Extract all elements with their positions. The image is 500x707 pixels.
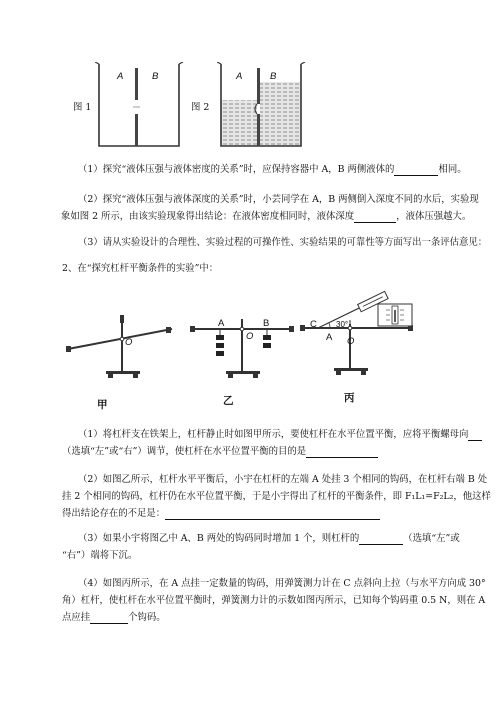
q2-item-3-line-1: （3）如果小宇将图乙中 A、B 两处的钩码同时增加 1 个，则杠杆的 （选填“左”或	[78, 533, 460, 544]
q2-title: 2、在“探究杠杆平衡条件的实验”中：	[62, 263, 219, 274]
figure-1-label: 图 1	[73, 102, 92, 113]
q1-item-2-line-2: 象如图 2 所示，由该实验现象得出结论：在液体密度相同时，液体深度 ，液体压强越大。	[61, 211, 472, 222]
figure-bing-caption: 丙	[344, 392, 355, 404]
lever-figure-yi	[188, 315, 298, 387]
q2-item-4-line-1: （4）如图丙所示，在 A 点挂一定数量的钩码，用弹簧测力计在 C 点斜向上拉（与水平方向成 30°	[78, 578, 486, 589]
figure-yi-caption: 乙	[223, 395, 234, 407]
label-a-bing: A	[326, 332, 333, 343]
q1-item-1: （1）探究“液体压强与液体密度的关系”时，应保持容器中 A，B 两侧液体的 相同。	[78, 164, 467, 175]
label-o-jia: O	[125, 337, 133, 348]
q2-blank-4[interactable]	[359, 534, 403, 545]
label-b-fig1: B	[152, 71, 159, 82]
q1-blank-1[interactable]	[394, 165, 438, 176]
label-30-bing: 30°	[336, 320, 349, 329]
q2-blank-1[interactable]	[468, 430, 482, 441]
q1-blank-2[interactable]	[354, 212, 396, 223]
label-b-yi: B	[263, 318, 270, 329]
label-b-fig2: B	[270, 71, 277, 82]
label-a-yi: A	[218, 318, 225, 329]
q2-blank-3[interactable]	[165, 509, 380, 520]
beaker-figure-1	[95, 62, 185, 150]
label-o-bing: O	[347, 336, 355, 347]
label-o-yi: O	[246, 331, 254, 342]
label-a-fig2: A	[236, 71, 243, 82]
label-c-bing: C	[310, 319, 317, 330]
figure-jia-caption: 甲	[97, 399, 108, 411]
q2-item-1-line-2: （选填“左”或“右”）调节，使杠杆在水平位置平衡的目的是	[62, 445, 378, 458]
figure-2-label: 图 2	[191, 102, 210, 113]
q2-item-2-line-3: 得出结论存在的不足是：	[62, 507, 380, 520]
q1-item-3: （3）请从实验设计的合理性、实验过程的可操作性、实验结果的可靠性等方面写出一条评估意见：	[78, 237, 488, 248]
q2-item-2-line-2: 挂 2 个相同的钩码，杠杆仍在水平位置平衡，于是小宇得出了杠杆的平衡条件，即 F₁L₁=F₂L₂，他这样	[62, 491, 491, 502]
q1-item-2-line-1: （2）探究“液体压强与液体深度的关系”时，小芸同学在 A，B 两侧倒入深度不同的水后，实验现	[78, 194, 479, 205]
q2-item-3-line-2: “右”）端将下沉。	[62, 550, 138, 561]
q2-item-2-line-1: （2）如图乙所示，杠杆水平平衡后，小宇在杠杆的左端 A 处挂 3 个相同的钩码，在杠杆右端 B 处	[78, 474, 488, 485]
q2-item-4-line-2: 角）杠杆，使杠杆在水平位置平衡时，弹簧测力计的示数如图丙所示，已知每个钩码重 0.5 N，则在 A	[62, 595, 486, 606]
q2-blank-2[interactable]	[306, 447, 378, 458]
q2-blank-5[interactable]	[90, 613, 128, 624]
q2-item-1-line-1: （1）将杠杆支在铁架上，杠杆静止时如图甲所示，要使杠杆在水平位置平衡，应将平衡螺母向	[78, 428, 482, 441]
lever-figure-bing	[300, 288, 430, 388]
lever-figure-jia	[62, 315, 182, 387]
label-a-fig1: A	[117, 71, 124, 82]
q2-item-4-line-3: 点应挂 个钩码。	[62, 612, 166, 623]
beaker-figure-2	[217, 62, 307, 150]
